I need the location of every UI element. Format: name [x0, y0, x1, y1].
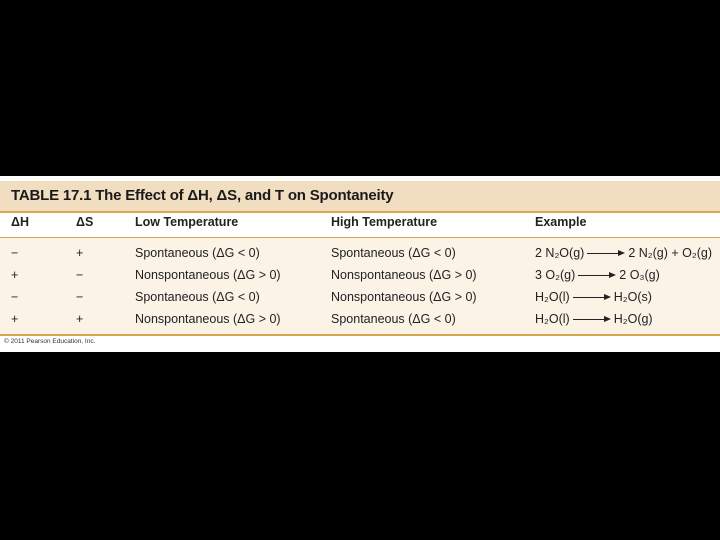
spontaneity-table	[0, 176, 720, 352]
table-title: TABLE 17.1 The Effect of ΔH, ΔS, and T on Spontaneity	[11, 187, 394, 204]
row-2-example-product: 2 O₃(g)	[619, 268, 660, 282]
row-4-high-temperature: Spontaneous (ΔG < 0)	[331, 312, 456, 326]
row-3-delta-h: −	[11, 290, 19, 304]
row-3-low-temperature: Spontaneous (ΔG < 0)	[135, 290, 260, 304]
table-bottom-rule	[0, 334, 720, 336]
header-high-temperature: High Temperature	[331, 215, 438, 229]
table-title-band	[0, 181, 720, 211]
row-1-low-temperature: Spontaneous (ΔG < 0)	[135, 246, 260, 260]
row-3-example	[535, 290, 652, 304]
header-low-temperature: Low Temperature	[135, 215, 239, 229]
reaction-arrow-icon	[587, 249, 625, 259]
copyright-notice: © 2011 Pearson Education, Inc.	[4, 338, 96, 345]
row-1-delta-s: +	[76, 246, 84, 260]
row-2-delta-s: −	[76, 268, 84, 282]
row-1-delta-h: −	[11, 246, 19, 260]
row-1-example	[535, 246, 712, 260]
row-3-delta-s: −	[76, 290, 84, 304]
row-4-example-product: H₂O(g)	[613, 312, 653, 326]
row-4-example	[535, 312, 653, 326]
row-4-delta-h: +	[11, 312, 19, 326]
reaction-arrow-icon	[578, 271, 616, 281]
row-4-example-reactant: H₂O(l)	[535, 312, 570, 326]
row-2-low-temperature: Nonspontaneous (ΔG > 0)	[135, 268, 281, 282]
row-2-high-temperature: Nonspontaneous (ΔG > 0)	[331, 268, 477, 282]
header-delta-h: ΔH	[11, 215, 30, 229]
row-4-low-temperature: Nonspontaneous (ΔG > 0)	[135, 312, 281, 326]
row-1-example-reactant: 2 N₂O(g)	[535, 246, 585, 260]
row-2-example-reactant: 3 O₂(g)	[535, 268, 576, 282]
row-4-delta-s: +	[76, 312, 84, 326]
header-delta-s: ΔS	[76, 215, 94, 229]
row-1-high-temperature: Spontaneous (ΔG < 0)	[331, 246, 456, 260]
reaction-arrow-icon	[573, 315, 611, 325]
row-3-example-product: H₂O(s)	[613, 290, 652, 304]
row-1-example-product: 2 N₂(g) + O₂(g)	[628, 246, 712, 260]
row-3-example-reactant: H₂O(l)	[535, 290, 570, 304]
header-example: Example	[535, 215, 587, 229]
reaction-arrow-icon	[573, 293, 611, 303]
row-3-high-temperature: Nonspontaneous (ΔG > 0)	[331, 290, 477, 304]
row-2-delta-h: +	[11, 268, 19, 282]
row-2-example	[535, 268, 660, 282]
